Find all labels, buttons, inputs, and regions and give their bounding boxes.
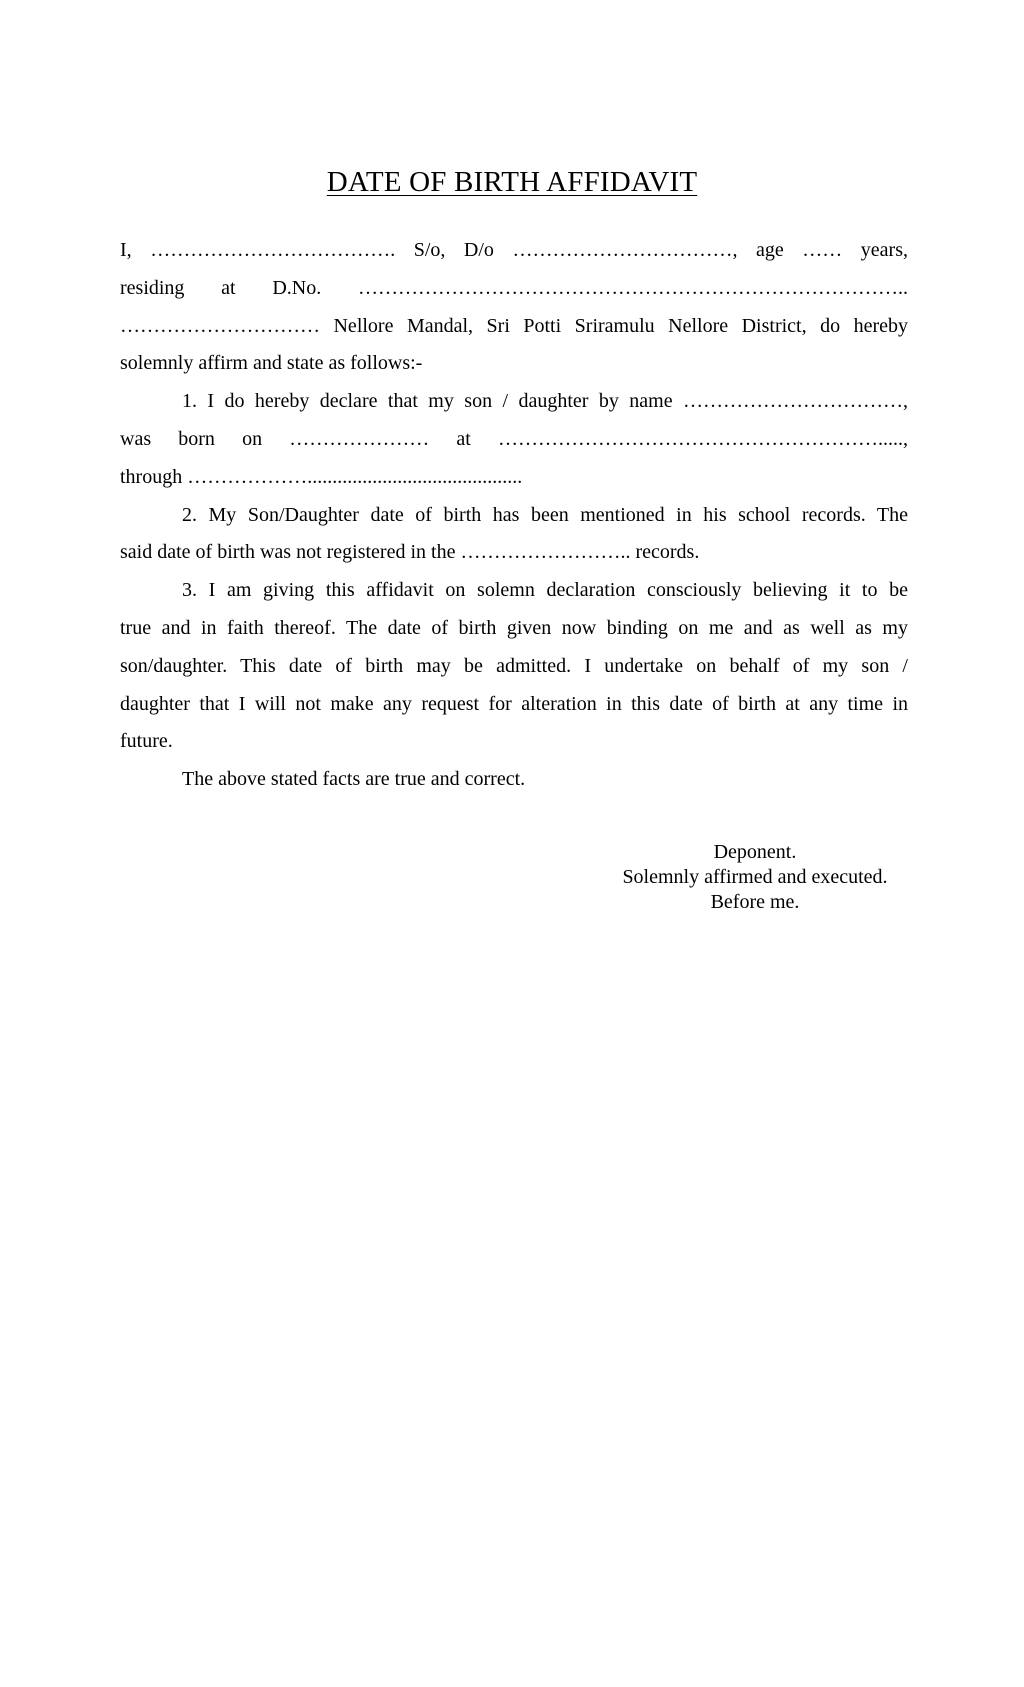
paragraph-1 [120,383,908,496]
intro-line-3: ………………………… Nellore Mandal, Sri Potti Sriramulu Nellore District, do hereby [120,314,908,337]
signature-block [610,840,900,915]
para3-line-2: true and in faith thereof. The date of birth given now binding on me and as well as my [120,616,908,639]
para1-line-1: 1. I do hereby declare that my son / daughter by name ……………………………, [182,390,908,413]
intro-line-4: solemnly affirm and state as follows:- [120,352,423,375]
intro-paragraph [120,232,908,383]
para1-line-2: was born on ………………… at …………………………………………………....., [120,427,908,450]
para3-line-5: future. [120,730,173,753]
closing-statement [120,761,908,799]
para2-line-1: 2. My Son/Daughter date of birth has been mentioned in his school records. The [182,503,908,526]
closing-line: The above stated facts are true and correct. [182,768,526,791]
intro-line-1: I, ………………………………. S/o, D/o ……………………………, age …… years, [120,239,908,261]
affidavit-body [120,232,908,799]
before-me-label: Before me. [710,891,800,913]
affirmed-label: Solemnly affirmed and executed. [622,866,888,888]
deponent-label: Deponent. [713,841,797,863]
intro-line-2: residing at D.No. ……………………………………………………………………….. [120,276,908,299]
para3-line-3: son/daughter. This date of birth may be admitted. I undertake on behalf of my son / [120,654,908,677]
para1-line-3: through ………………........................................... [120,465,523,488]
document-title: DATE OF BIRTH AFFIDAVIT [326,166,698,198]
para3-line-4: daughter that I will not make any request for alteration in this date of birth at any time in [120,692,908,715]
para3-line-1: 3. I am giving this affidavit on solemn declaration consciously believing it to be [182,579,908,602]
para2-line-2: said date of birth was not registered in the …………………….. records. [120,541,700,564]
paragraph-2 [120,497,908,573]
paragraph-3 [120,572,908,761]
